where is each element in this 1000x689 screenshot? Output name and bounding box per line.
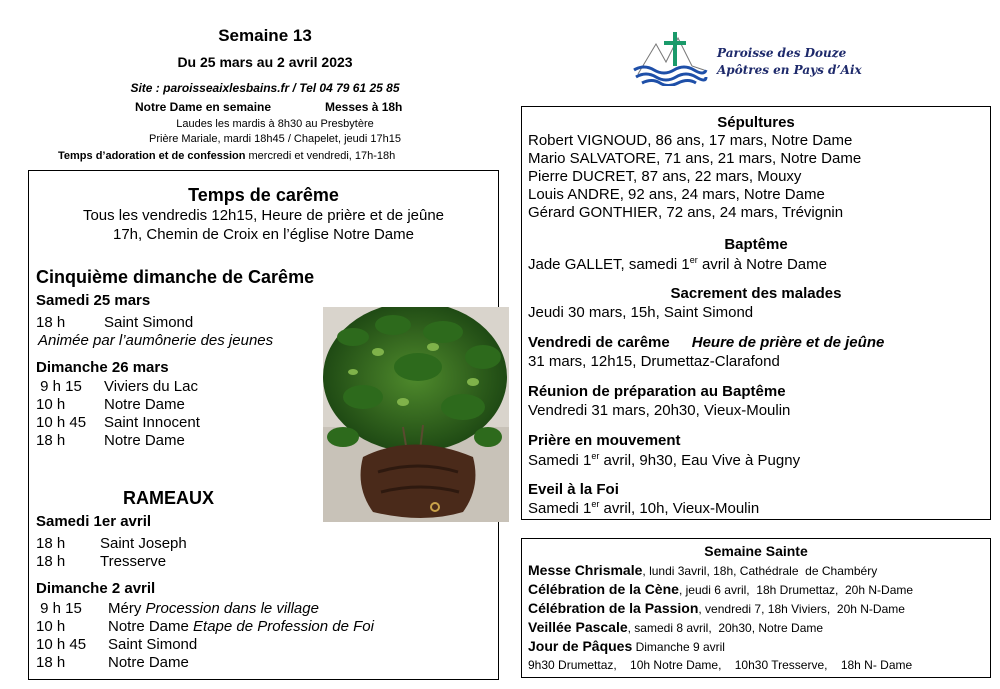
ss-label: Messe Chrismale: [528, 562, 643, 578]
mass-time: 10 h: [36, 618, 66, 635]
list-item: [36, 396, 200, 414]
careme-title: Temps de carême: [188, 185, 339, 205]
mass-time: 10 h 45: [36, 414, 87, 431]
list-item: [36, 654, 374, 672]
list-item: [36, 414, 200, 432]
list-item: [36, 432, 200, 450]
adoration-bold: Temps d’adoration et de confession: [58, 150, 246, 162]
ss-label: Veillée Pascale: [528, 619, 628, 635]
eveil-line: [528, 500, 759, 517]
mass-place: Viviers du Lac: [104, 378, 198, 395]
mass-time: 10 h 45: [36, 636, 87, 653]
eveil-sup: er: [591, 499, 600, 509]
mass-place: Saint Joseph: [100, 535, 187, 552]
rameaux-title: RAMEAUX: [123, 488, 215, 508]
reunion-line: Vendredi 31 mars, 20h30, Vieux-Moulin: [528, 402, 791, 419]
careme-line1: Tous les vendredis 12h15, Heure de prière et de jeûne: [82, 207, 445, 224]
vendredi-line: 31 mars, 12h15, Drumettaz-Clarafond: [528, 353, 780, 370]
priere-line: [528, 452, 800, 469]
mass-place: Notre Dame: [104, 432, 185, 449]
sam25-title: Samedi 25 mars: [36, 292, 151, 309]
ss-text: , jeudi 6 avril, 18h Drumettaz, 20h N-Dame: [678, 583, 914, 597]
sepultures-list: [528, 132, 861, 222]
bapteme-a: Jade GALLET, samedi 1: [528, 256, 690, 273]
palm-branches-photo-icon: [323, 307, 509, 522]
vendredi-note: Heure de prière et de jeûne: [691, 334, 885, 351]
list-item: [528, 561, 913, 580]
list-item: Mario SALVATORE, 71 ans, 21 mars, Notre Dame: [528, 150, 862, 167]
priere-title: Prière en mouvement: [528, 432, 681, 449]
mass-place: Tresserve: [100, 553, 167, 570]
adoration-rest: mercredi et vendredi, 17h-18h: [245, 150, 396, 162]
priere-b: avril, 9h30, Eau Vive à Pugny: [599, 452, 801, 469]
mass-time: 9 h 15: [36, 600, 82, 617]
ss-last-line: 9h30 Drumettaz, 10h Notre Dame, 10h30 Tresserve, 18h N- Dame: [528, 658, 913, 672]
vendredi-title: Vendredi de carême: [528, 334, 670, 351]
careme-line2: 17h, Chemin de Croix en l’église Notre Dame: [113, 226, 414, 243]
sam1-title: Samedi 1er avril: [36, 513, 152, 530]
dim5-title: Cinquième dimanche de Carême: [36, 267, 315, 287]
priere-sup: er: [591, 451, 600, 461]
dim26-list: [36, 378, 200, 450]
ss-text: , samedi 8 avril, 20h30, Notre Dame: [627, 621, 824, 635]
weekday-title: Notre Dame en semaine: [135, 100, 272, 114]
malades-line: Jeudi 30 mars, 15h, Saint Simond: [528, 304, 754, 321]
mass-time: 18 h: [36, 535, 66, 552]
sam25-place: Saint Simond: [104, 314, 194, 331]
mass-place: Saint Innocent: [104, 414, 200, 431]
priere-a: Samedi 1: [528, 452, 592, 469]
mass-place: Méry: [108, 600, 146, 617]
eveil-a: Samedi 1: [528, 500, 592, 517]
mass-note: Procession dans le village: [145, 600, 319, 617]
adoration-line: [58, 150, 395, 162]
ss-label: Célébration de la Cène: [528, 581, 679, 597]
ss-text: , vendredi 7, 18h Viviers, 20h N-Dame: [698, 602, 905, 616]
logo-line2: Apôtres en Pays d’Aix: [717, 63, 862, 77]
site-line: Site : paroisseaixlesbains.fr / Tel 04 79 61 25 85: [130, 81, 400, 95]
dim2-list: [36, 600, 374, 672]
list-item: [528, 599, 913, 618]
semaine-sainte-title: Semaine Sainte: [704, 543, 808, 559]
week-dates: Du 25 mars au 2 avril 2023: [177, 54, 353, 70]
dim26-title: Dimanche 26 mars: [36, 359, 169, 376]
list-item: [528, 637, 913, 656]
mass-time: 18 h: [36, 654, 66, 671]
bapteme-title: Baptême: [724, 236, 788, 253]
list-item: [36, 535, 187, 553]
weekday-mass: Messes à 18h: [325, 100, 403, 114]
ss-label: Célébration de la Passion: [528, 600, 699, 616]
list-item: [36, 553, 187, 571]
priere-line: Prière Mariale, mardi 18h45 / Chapelet, jeudi 17h15: [149, 133, 401, 145]
sam25-note: Animée par l’aumônerie des jeunes: [38, 332, 274, 349]
list-item: Louis ANDRE, 92 ans, 24 mars, Notre Dame: [528, 186, 825, 203]
parish-logo-icon: [630, 30, 710, 86]
list-item: [36, 636, 374, 654]
list-item: [528, 580, 913, 599]
semaine-sainte-list: [528, 561, 913, 674]
sam1-list: [36, 535, 187, 571]
list-item: Gérard GONTHIER, 72 ans, 24 mars, Trévignin: [528, 204, 844, 221]
bapteme-sup: er: [689, 255, 698, 265]
eveil-title: Eveil à la Foi: [528, 481, 619, 498]
dim2-title: Dimanche 2 avril: [36, 580, 156, 597]
mass-note: Etape de Profession de Foi: [193, 618, 374, 635]
reunion-title: Réunion de préparation au Baptême: [528, 383, 786, 400]
mass-place: Notre Dame: [108, 618, 194, 635]
list-item: Pierre DUCRET, 87 ans, 22 mars, Mouxy: [528, 168, 802, 185]
sepultures-title: Sépultures: [717, 114, 795, 131]
list-item: [36, 618, 374, 636]
ss-text: Dimanche 9 avril: [632, 640, 725, 654]
logo-line1: Paroisse des Douze: [717, 46, 847, 60]
eveil-b: avril, 10h, Vieux-Moulin: [599, 500, 760, 517]
list-item: [36, 378, 200, 396]
mass-time: 18 h: [36, 432, 66, 449]
sam25-time: 18 h: [36, 314, 66, 331]
list-item: [528, 618, 913, 637]
mass-place: Notre Dame: [104, 396, 185, 413]
mass-place: Saint Simond: [108, 636, 198, 653]
laudes-line: Laudes les mardis à 8h30 au Presbytère: [176, 118, 374, 130]
bapteme-b: avril à Notre Dame: [697, 256, 827, 273]
mass-place: Notre Dame: [108, 654, 189, 671]
week-title: Semaine 13: [218, 26, 312, 45]
ss-label: Jour de Pâques: [528, 638, 633, 654]
list-item: Robert VIGNOUD, 86 ans, 17 mars, Notre Dame: [528, 132, 853, 149]
mass-time: 18 h: [36, 553, 66, 570]
ss-text: , lundi 3avril, 18h, Cathédrale de Chambéry: [642, 564, 878, 578]
list-item: [36, 600, 374, 618]
mass-time: 9 h 15: [36, 378, 82, 395]
bapteme-line: [528, 256, 827, 273]
malades-title: Sacrement des malades: [670, 285, 842, 302]
mass-time: 10 h: [36, 396, 66, 413]
vendredi-title-line: [528, 334, 884, 351]
